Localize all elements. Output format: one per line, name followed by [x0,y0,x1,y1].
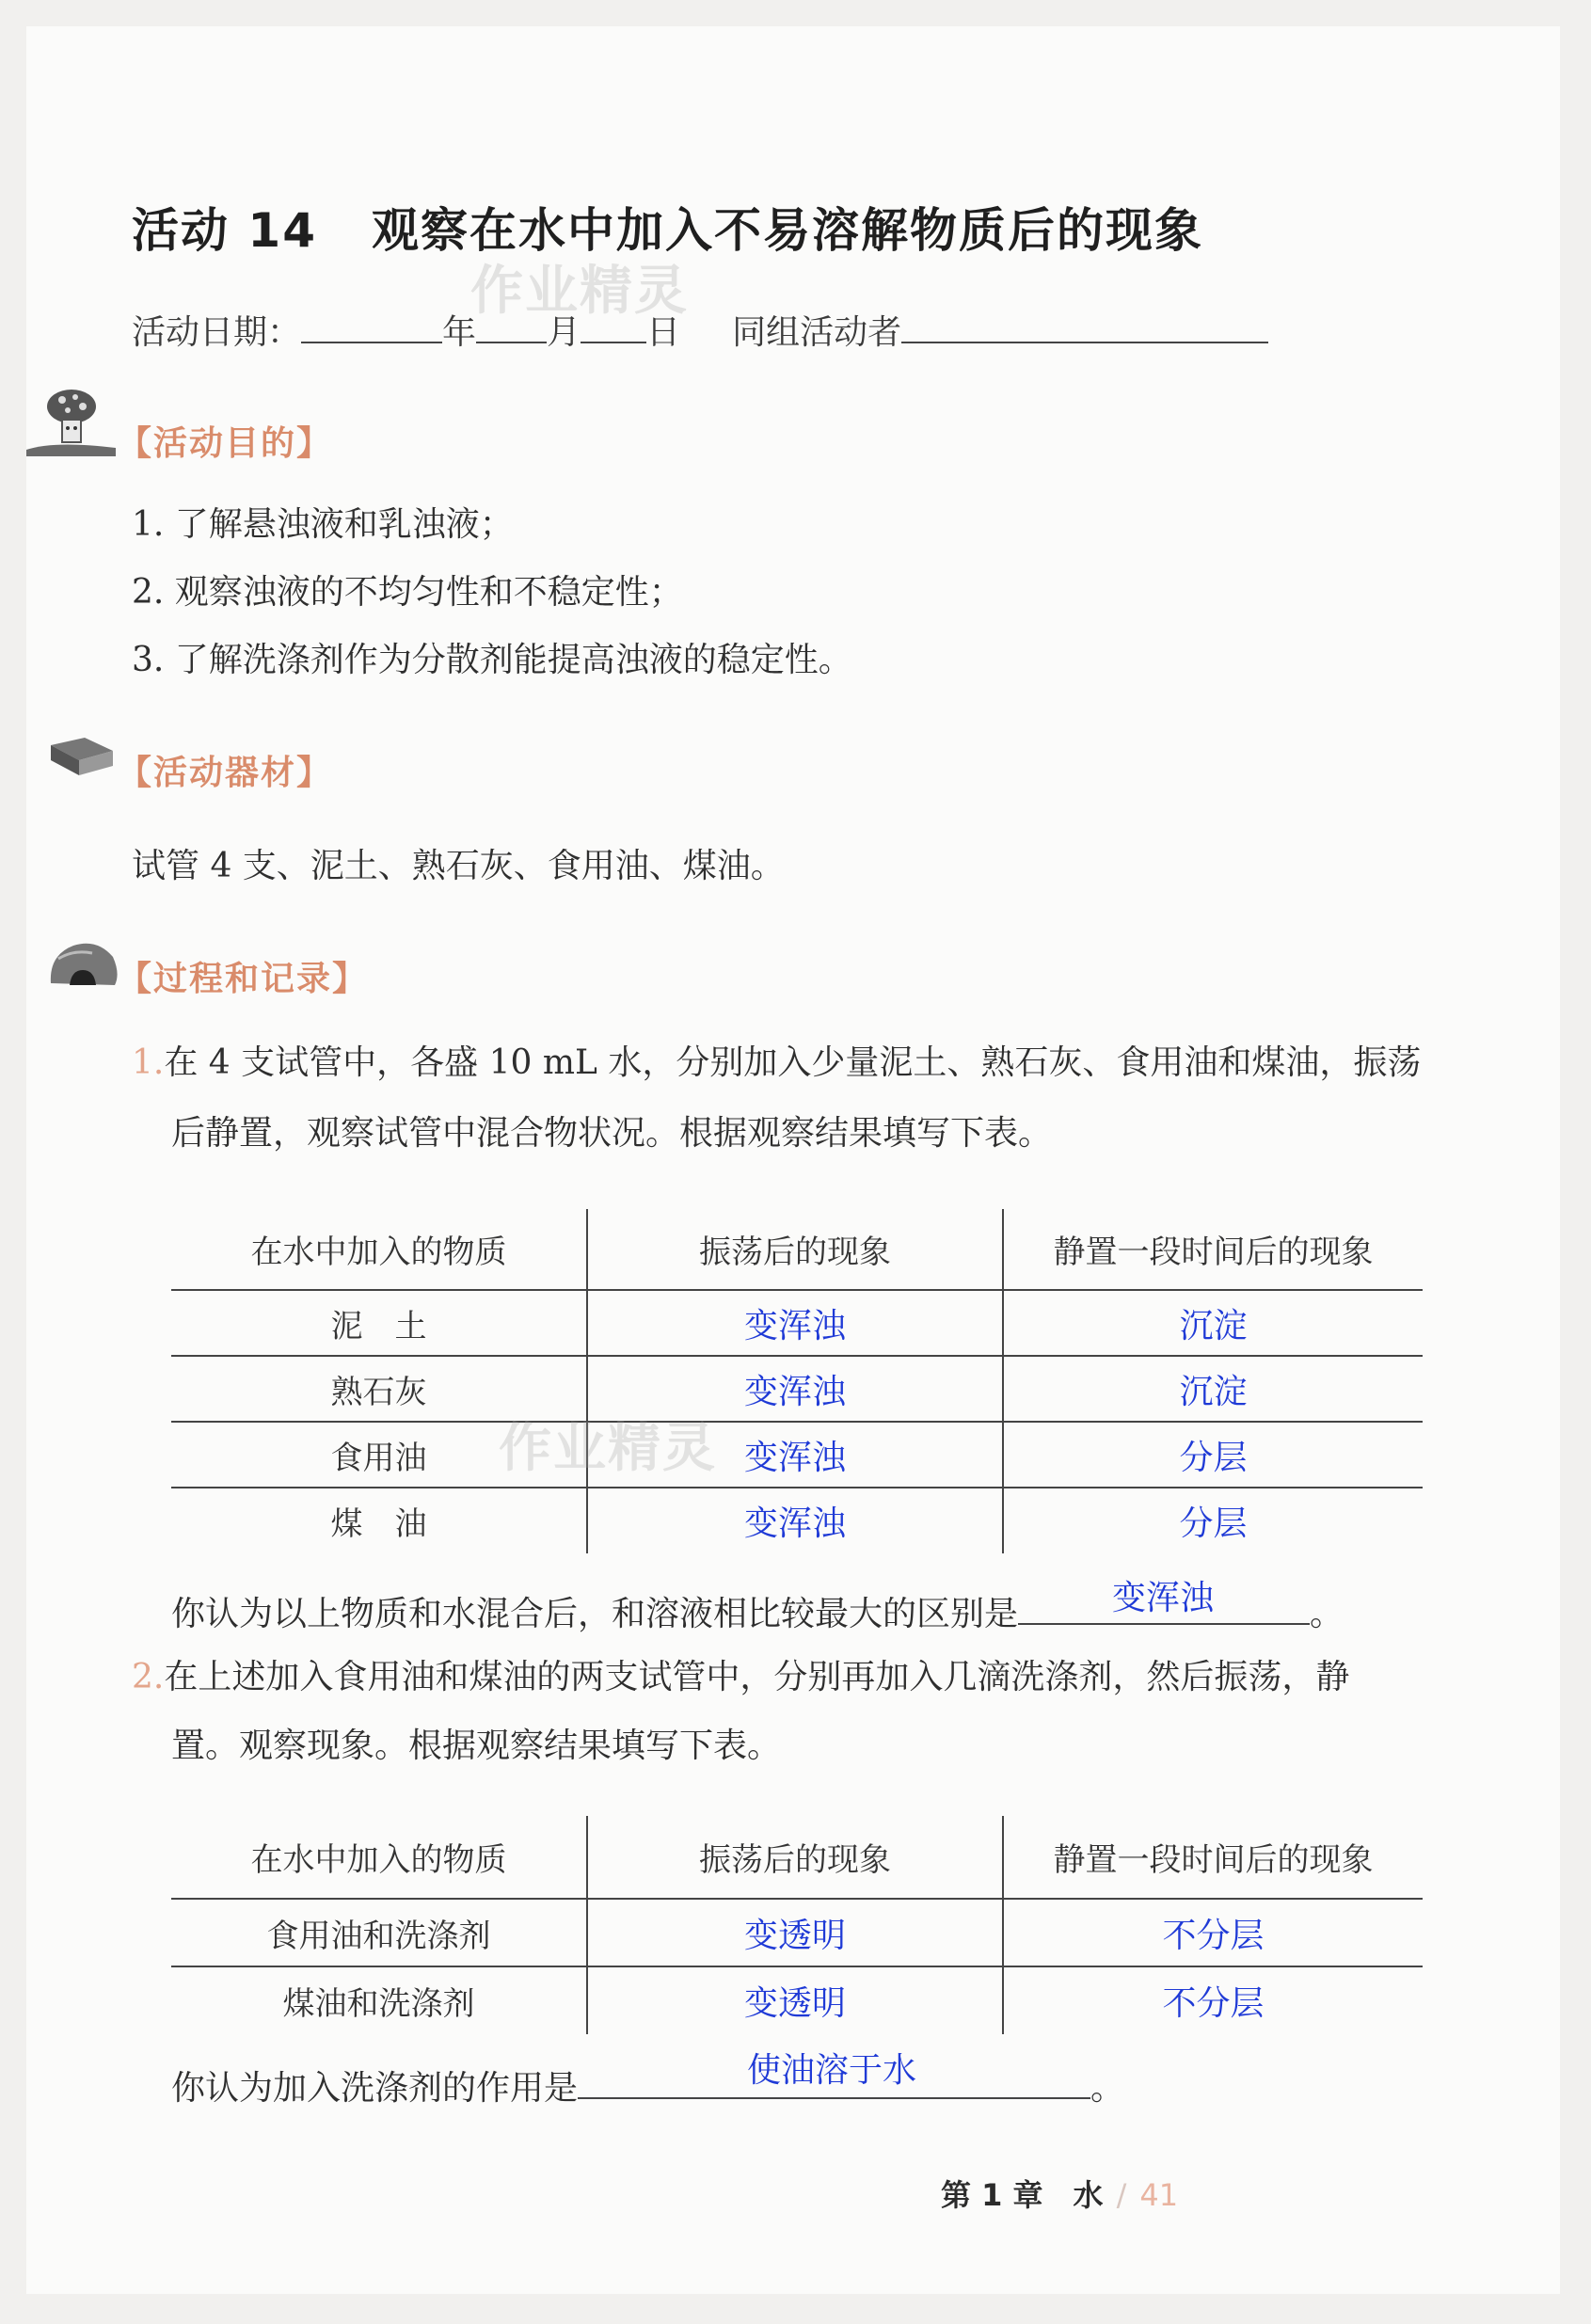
step-1-line-1 [132,1043,1422,1082]
answer-shaken-cell[interactable]: 变浑浊 [587,1422,1003,1488]
step-1-line-2: 后静置，观察试管中混合物状况。根据观察结果填写下表。 [171,1114,1053,1153]
observation-table-2 [171,1816,1423,2034]
question-2-answer-blank[interactable] [578,2051,1090,2099]
table-row [171,1899,1423,1966]
date-blank-month[interactable] [476,315,547,343]
section-purpose-heading: 【活动目的】 [118,424,333,463]
answer-shaken-cell[interactable]: 变浑浊 [587,1290,1003,1356]
step-2-line-2: 置。观察现象。根据观察结果填写下表。 [171,1727,782,1765]
month-label: 月 [547,313,581,352]
activity-meta-line [132,306,1268,354]
purpose-item: 3. 了解洗涤剂作为分散剂能提高浊液的稳定性。 [132,641,852,679]
materials-icon [47,734,118,781]
question-1-answer-blank[interactable] [1018,1579,1310,1625]
table-header-row [171,1816,1423,1899]
table-header-row [171,1209,1423,1290]
step-2-text: 在上述加入食用油和煤油的两支试管中，分别再加入几滴洗涤剂，然后振荡，静 [164,1658,1350,1696]
purpose-item: 1. 了解悬浊液和乳浊液； [132,505,514,544]
substance-cell: 煤 油 [330,1505,427,1543]
question-2-text: 你认为加入洗涤剂的作用是 [171,2069,579,2108]
date-blank-day[interactable] [581,315,646,343]
substance-cell: 熟石灰 [171,1356,587,1422]
step-number: 2. [132,1658,165,1696]
group-members-blank[interactable] [901,315,1268,343]
group-label: 同组活动者 [732,313,902,352]
question-1-suffix: 。 [1310,1595,1344,1633]
purpose-item: 2. 观察浊液的不均匀性和不稳定性； [132,573,683,612]
section-process-heading: 【过程和记录】 [118,960,369,998]
day-label: 日 [646,313,681,352]
step-1-text: 在 4 支试管中，各盛 10 mL 水，分别加入少量泥土、熟石灰、食用油和煤油，振荡 [164,1043,1422,1082]
answer-settled-cell[interactable]: 不分层 [1003,1966,1423,2034]
table-header: 在水中加入的物质 [171,1816,587,1899]
rock-cave-icon [45,936,120,993]
substance-cell: 煤油和洗涤剂 [282,1985,475,2023]
question-2-answer: 使油溶于水 [747,2051,917,2090]
table-header: 静置一段时间后的现象 [1003,1209,1423,1290]
page-footer [941,2172,1178,2215]
date-label: 活动日期： [132,313,302,352]
table-header: 静置一段时间后的现象 [1003,1816,1423,1899]
answer-shaken-cell[interactable]: 变浑浊 [587,1488,1003,1553]
table-row [171,1488,1423,1553]
answer-shaken-cell[interactable]: 变浑浊 [587,1356,1003,1422]
activity-title: 观察在水中加入不易溶解物质后的现象 [372,203,1203,258]
page-number: 41 [1139,2177,1179,2213]
materials-text: 试管 4 支、泥土、熟石灰、食用油、煤油。 [132,847,785,885]
step-number: 1. [132,1043,165,1082]
substance-cell: 食用油和洗涤剂 [171,1899,587,1966]
year-label: 年 [442,313,477,352]
table-row [171,1356,1423,1422]
table-row [171,1422,1423,1488]
mushroom-icon [26,386,116,456]
table-header: 在水中加入的物质 [171,1209,587,1290]
table-header: 振荡后的现象 [587,1816,1003,1899]
step-2-line-1 [132,1658,1350,1696]
question-1-answer: 变浑浊 [1112,1579,1215,1617]
answer-settled-cell[interactable]: 沉淀 [1003,1290,1423,1356]
table-header: 振荡后的现象 [587,1209,1003,1290]
table-row [171,1290,1423,1356]
answer-settled-cell[interactable]: 分层 [1003,1422,1423,1488]
substance-cell: 食用油 [171,1422,587,1488]
section-materials-heading: 【活动器材】 [118,754,333,792]
answer-settled-cell[interactable]: 不分层 [1003,1899,1423,1966]
table-row [171,1966,1423,2034]
observation-table-1 [171,1209,1423,1553]
watermark-middle: 作业精灵 [499,1418,717,1479]
question-1 [171,1579,1344,1633]
chapter-label: 第 1 章 水 [941,2177,1104,2213]
answer-shaken-cell[interactable]: 变透明 [587,1966,1003,2034]
activity-number: 活动 14 [132,203,317,258]
date-blank-year[interactable] [301,315,442,343]
answer-settled-cell[interactable]: 沉淀 [1003,1356,1423,1422]
answer-settled-cell[interactable]: 分层 [1003,1488,1423,1553]
question-2-suffix: 。 [1090,2069,1125,2108]
answer-shaken-cell[interactable]: 变透明 [587,1899,1003,1966]
question-1-text: 你认为以上物质和水混合后，和溶液相比较最大的区别是 [171,1595,1019,1633]
watermark-top: 作业精灵 [470,261,689,322]
substance-cell: 泥 土 [171,1290,587,1356]
footer-separator: / [1116,2177,1127,2213]
question-2 [171,2051,1125,2108]
